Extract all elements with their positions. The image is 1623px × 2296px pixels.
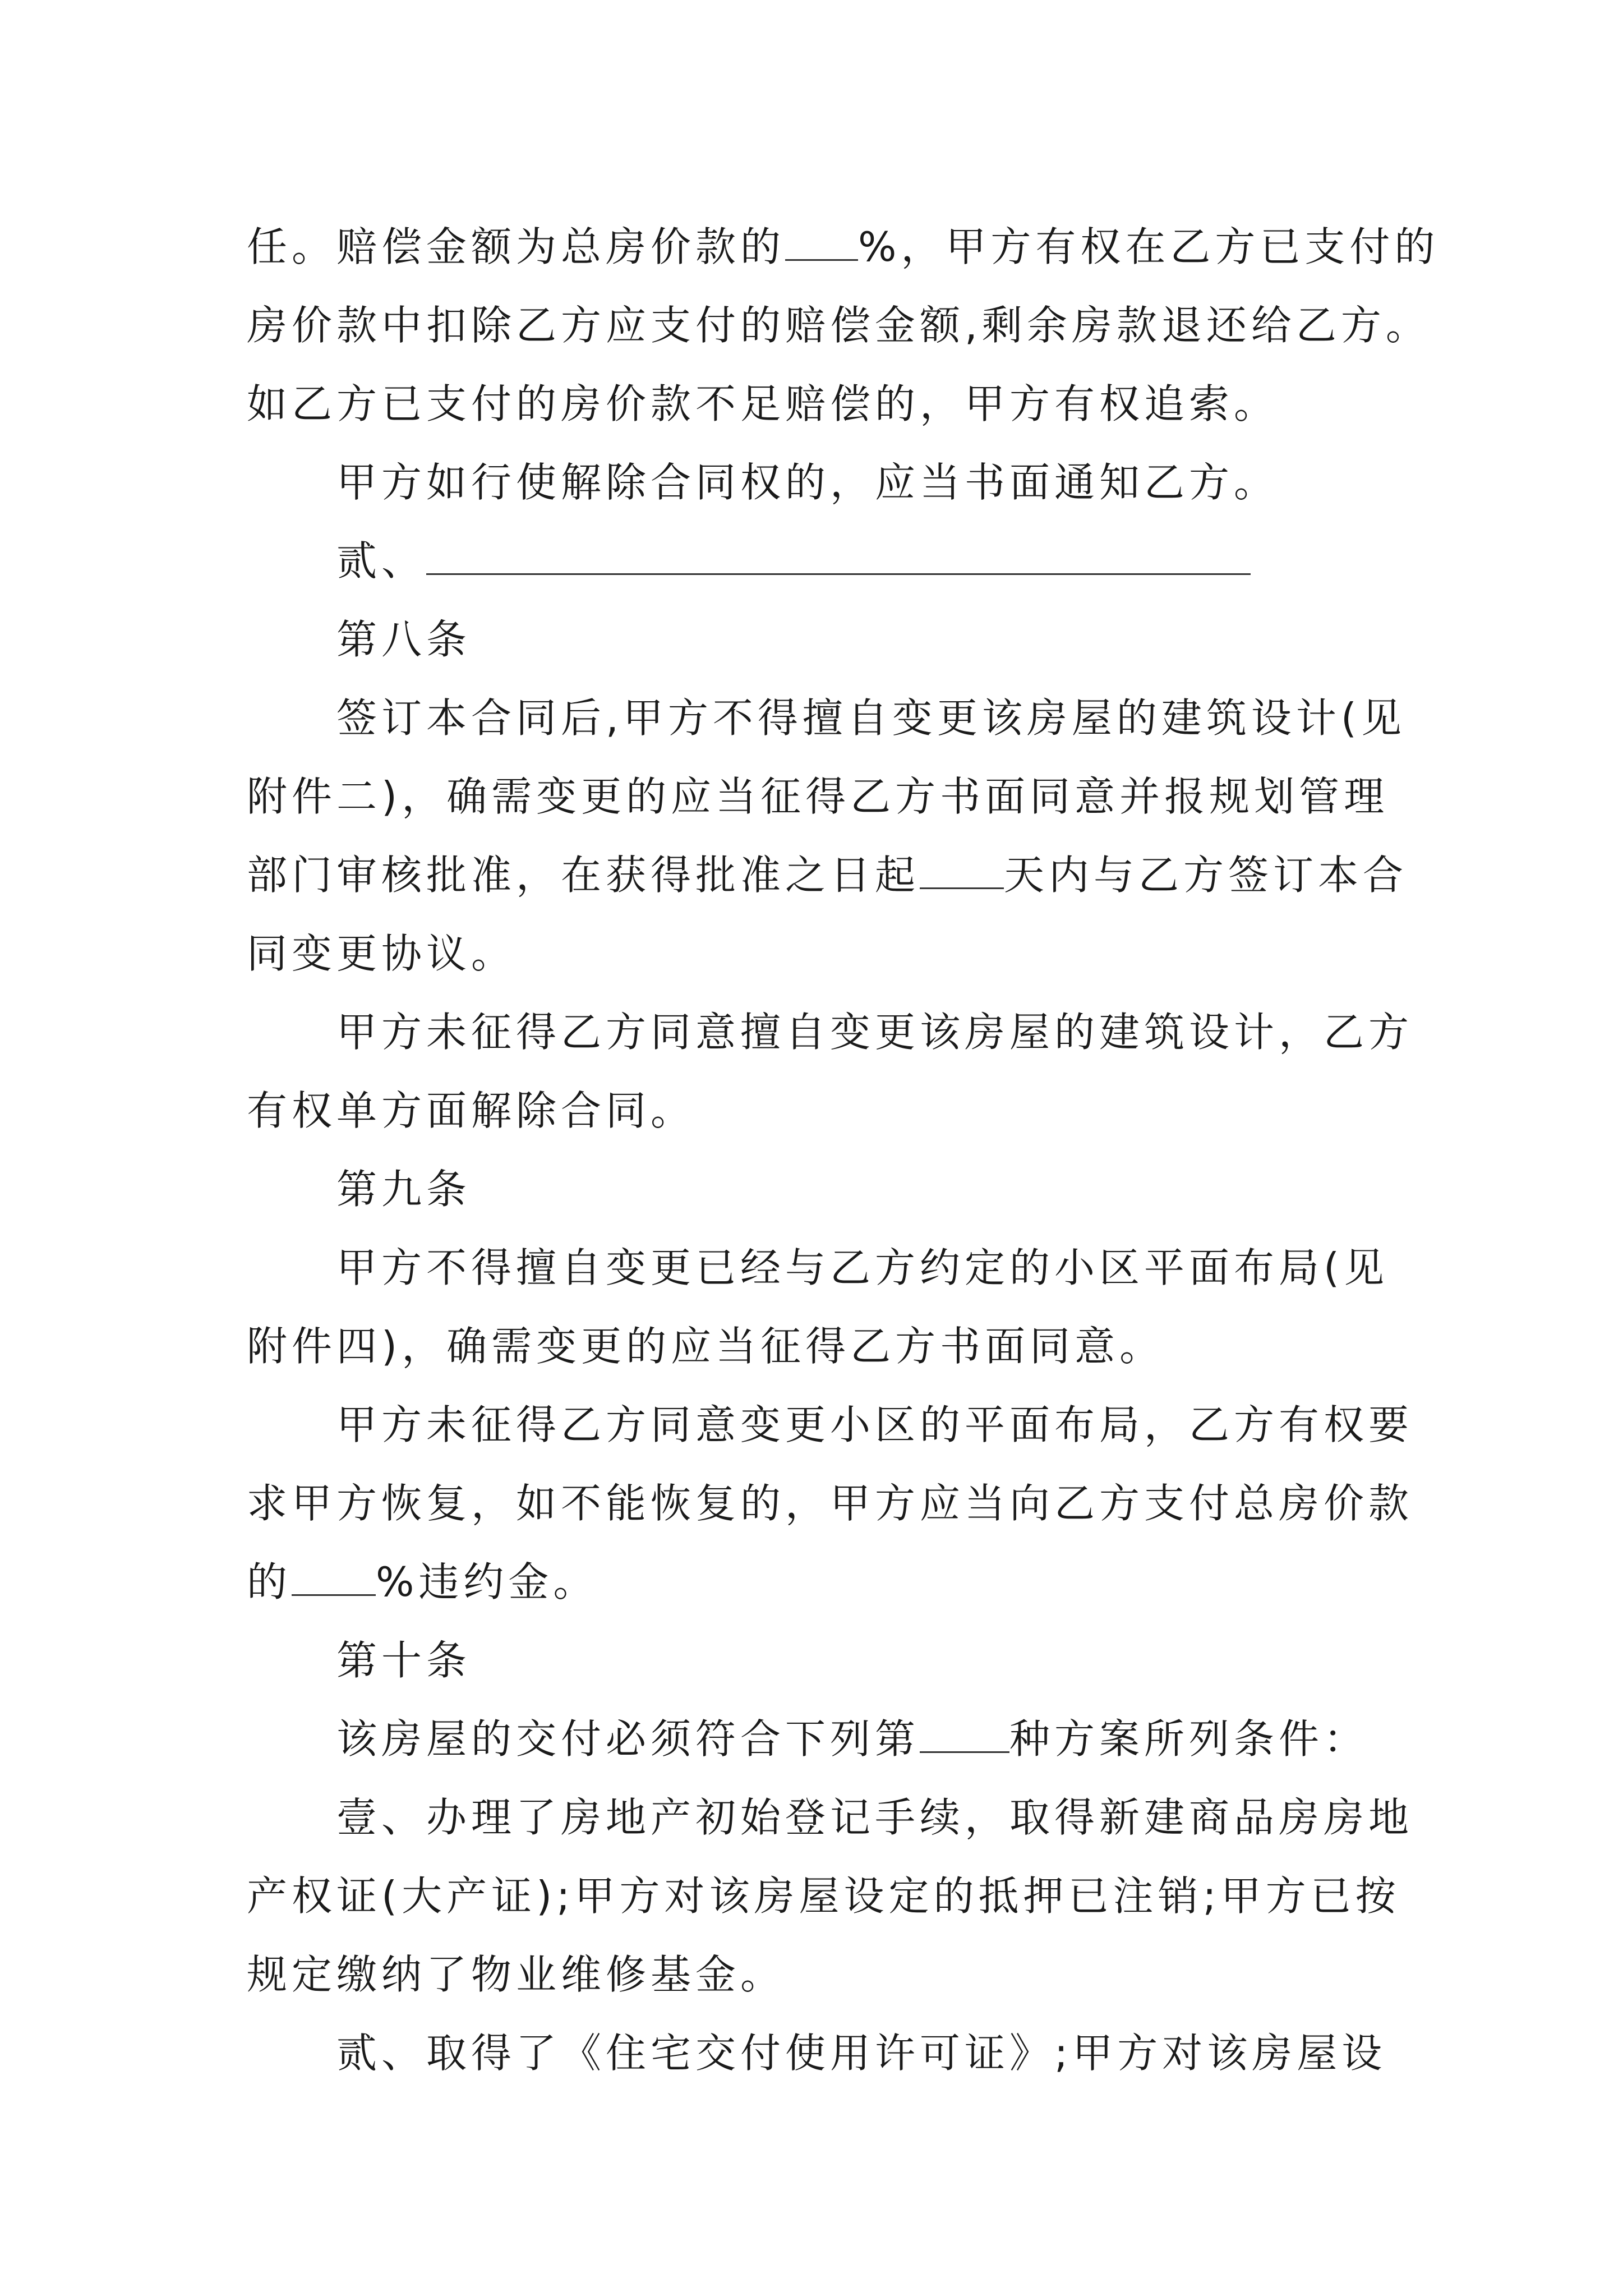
paragraph-line: 签订本合同后,甲方不得擅自变更该房屋的建筑设计(见	[336, 694, 1406, 742]
fill-in-blank	[785, 226, 858, 261]
paragraph-line: 甲方如行使解除合同权的，应当书面通知乙方。	[336, 459, 1279, 506]
fill-in-blank	[920, 854, 1004, 889]
text-line: 产权证(大产证);甲方对该房屋设定的抵押已注销;甲方已按	[247, 1872, 1400, 1920]
fill-in-blank	[920, 1718, 1009, 1753]
text-line: 任。赔偿金额为总房价款的 %，甲方有权在乙方已支付的	[247, 223, 1440, 270]
text-line: 同变更协议。	[247, 930, 517, 977]
text-line: 部门审核批准，在获得批准之日起 天内与乙方签订本合	[247, 852, 1408, 899]
document-body	[247, 208, 1447, 2092]
text-line: 附件四)，确需变更的应当征得乙方书面同意。	[247, 1323, 1165, 1370]
article-heading: 第九条	[336, 1166, 472, 1213]
text-line: 有权单方面解除合同。	[247, 1087, 696, 1134]
text-line: 附件二)，确需变更的应当征得乙方书面同意并报规划管理	[247, 773, 1389, 820]
text-line: 规定缴纳了物业维修基金。	[247, 1951, 786, 1998]
paragraph-line: 甲方不得擅自变更已经与乙方约定的小区平面布局(见	[336, 1244, 1389, 1291]
text-line: 的 %违约金。	[247, 1558, 598, 1605]
article-heading: 第八条	[336, 616, 472, 663]
paragraph-line: 该房屋的交付必须符合下列第 种方案所列条件：	[336, 1715, 1369, 1763]
paragraph-line: 壹、办理了房地产初始登记手续，取得新建商品房房地	[336, 1794, 1414, 1841]
text-line: 如乙方已支付的房价款不足赔偿的，甲方有权追索。	[247, 380, 1279, 427]
article-heading: 第十条	[336, 1637, 472, 1684]
paragraph-line: 甲方未征得乙方同意擅自变更该房屋的建筑设计，乙方	[336, 1009, 1414, 1056]
fill-in-blank	[426, 540, 1251, 575]
paragraph-line: 贰、取得了《住宅交付使用许可证》;甲方对该房屋设	[336, 2030, 1387, 2077]
paragraph-line: 贰、	[247, 522, 1447, 600]
paragraph-line: 甲方未征得乙方同意变更小区的平面布局，乙方有权要	[336, 1401, 1414, 1448]
fill-in-blank	[292, 1561, 376, 1596]
text-line: 房价款中扣除乙方应支付的赔偿金额,剩余房款退还给乙方。	[247, 302, 1431, 349]
text-line: 求甲方恢复，如不能恢复的，甲方应当向乙方支付总房价款	[247, 1480, 1414, 1527]
